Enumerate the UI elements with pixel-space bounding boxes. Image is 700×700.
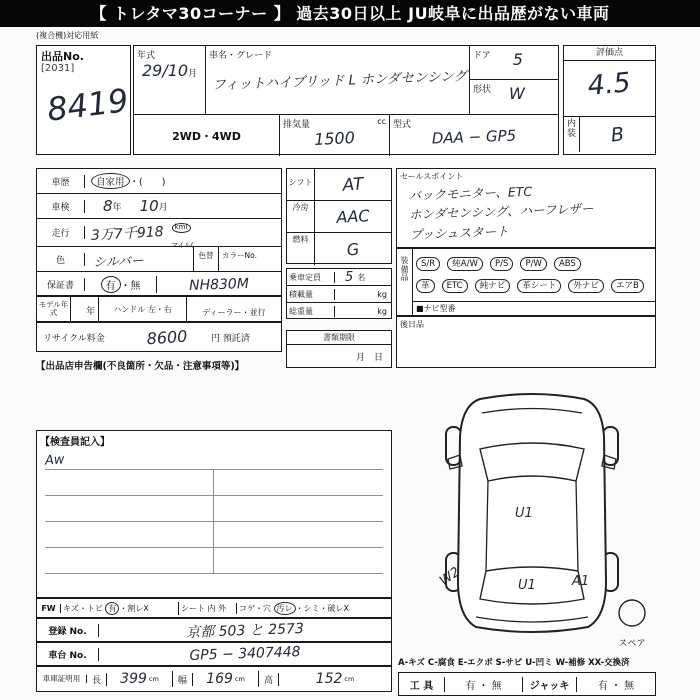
interior-cell [564,116,655,152]
equip-badge-sr: S/R [416,257,440,271]
car-name-value: フィットハイブリッド L ホンダセンシング [212,68,468,94]
fw-post: ・割レX [119,603,149,613]
handle-label: ハンドル 左・右 [99,297,187,321]
seat-io: 内 外 [207,603,227,613]
equipment-row-2 [413,273,655,295]
door-label: ドア [473,51,491,61]
shift-row [287,169,391,201]
inspector-line [45,521,383,522]
mileage-unit-mile: マイル( [171,240,194,249]
details-table [36,168,282,296]
inspector-line [45,547,383,548]
garage-width-value: 169 [206,671,233,687]
garage-height-label: 高 [259,673,279,686]
tools-row [398,672,656,696]
weight-label: 総重量 [287,306,335,317]
model-year-suffix: 年 [71,297,99,321]
shift-value: AT [341,173,365,196]
later-items-box [396,316,656,368]
car-diagram [402,385,664,653]
load-label: 積載量 [287,289,335,300]
color-value: シルバー [92,253,145,271]
sales-point-line-1: バックモニター、ETC [408,183,533,204]
color-change-label: 色替 [193,247,219,271]
sales-points-box [396,168,656,248]
recycle-label: リサイクル料金 [43,333,105,344]
docs-value: 月 日 [355,353,383,363]
warranty-number: NH830M [188,275,250,294]
shaken-label: 車検 [37,200,85,213]
history-label: 車歴 [37,175,85,188]
capacity-table [286,268,392,319]
spare-label: スペア [618,639,646,649]
displacement-unit: cc [377,117,386,126]
fw-circled: 有 [105,602,119,615]
garage-length-unit: cm [148,675,159,683]
equip-badge-nav: 純ナビ [475,279,511,293]
capacity-row [287,269,391,286]
model-code-cell [390,114,558,156]
inspector-line [45,469,383,470]
mileage-unit-km: km( [172,223,192,233]
tools-value: 有 ・ 無 [445,677,523,692]
year-month-suffix: 月 [188,69,198,79]
history-row [37,169,281,194]
inspector-line [45,573,383,574]
equip-badge-abs: ABS [554,257,581,271]
history-rest: ・( ) [129,177,166,188]
score-value: 4.5 [586,67,632,102]
interior-value: B [609,122,626,147]
displacement-label: 排気量 [283,120,311,130]
damage-legend: A-キズ C-腐食 E-エクボ S-サビ U-凹ミ W-補修 XX-交換済 [398,658,630,668]
capacity-value: 5 [345,269,354,285]
fuel-label: 燃料 [287,233,315,265]
model-code-value: DAA − GP5 [431,126,517,148]
car-top-view-svg [402,385,664,653]
color-row [37,247,281,272]
damage-mark-left: W2 [437,564,463,589]
equip-badge-ps: P/S [490,257,513,271]
equip-badge-leather: 革 [416,279,435,293]
chassis-label: 車台 No. [37,648,99,661]
warranty-rest: ・無 [120,281,141,292]
recycle-row [36,322,282,352]
equip-badge-leather-seat: 革シート [517,279,561,293]
inspector-line [45,495,383,496]
door-value: 5 [512,50,523,69]
ac-row [287,201,391,233]
fw-label: FW [37,604,61,613]
score-label: 評価点 [564,46,655,61]
garage-length-label: 長 [87,673,107,686]
door-cell [470,46,558,80]
dealer-label: ディーラー・並行 [202,308,266,317]
ac-label: 冷房 [287,201,315,232]
jack-value: 有 ・ 無 [597,680,635,692]
equip-badge-aw: 純A/W [447,257,483,271]
burn-circled: 汚レ [274,602,296,615]
docs-label: 書類期限 [287,331,391,345]
garage-label: 車庫証明用 [37,675,87,683]
later-items-label: 後日品 [400,320,424,329]
shaken-row [37,194,281,219]
nav-model-label: ■ナビ型番 [413,301,655,315]
chassis-value: GP5 − 3407448 [189,644,301,664]
header-banner: 【 トレタマ30コーナー 】 過去30日以上 JU岐阜に出品歴がない車両 [0,0,700,27]
capacity-label: 乗車定員 [287,272,335,283]
recycle-value: 8600 [146,326,188,348]
score-box [563,45,656,155]
spare-tire-circle [619,600,645,626]
sales-point-line-3: プッシュスタート [409,223,509,242]
garage-height-value: 152 [315,671,343,687]
history-circled-value: 自家用 [91,173,130,189]
capacity-unit: 名 [357,272,366,282]
registration-value: 京都 503 と 2573 [185,620,305,642]
lot-stamp: [2031] [41,63,75,74]
shaken-year-suffix: 年 [112,202,122,213]
year-label: 年式 [137,51,156,61]
damage-mark-right: A1 [572,574,590,589]
interior-label: 内装 [564,117,580,152]
inspector-divider [213,469,214,573]
shaken-year: 8 [103,197,113,215]
drive-cell [134,114,280,156]
displacement-value: 1500 [313,127,356,150]
shape-cell [470,80,558,114]
declaration-label: 【出品店申告欄(不良箇所・欠品・注意事項等)】 [36,361,245,372]
weight-row [287,303,391,320]
sales-points-label: セールスポイント [400,172,464,181]
fw-row [36,598,392,618]
chassis-row [36,642,392,666]
burn-post: ・シミ・破レX [295,603,350,613]
shaken-month: 10 [139,197,159,215]
damage-mark-rear: U1 [518,578,536,593]
paper-type-label: (複合機)対応用紙 [36,31,99,40]
equip-badge-pw: P/W [520,257,546,271]
drive-label: 2WD・4WD [172,129,241,143]
lot-number-value: 8419 [44,81,131,129]
sales-point-line-2: ホンダセンシング、ハーフレザー [408,201,594,223]
shape-value: W [509,84,525,103]
jack-label: ジャッキ [523,677,577,692]
shaken-month-suffix: 月 [158,202,168,213]
warranty-circled-value: 有 [101,276,121,293]
tools-label: 工 具 [399,677,445,692]
weight-unit: kg [377,307,387,316]
burn-pre: コゲ・穴 [239,603,271,613]
shift-table [286,168,392,264]
equipment-box [396,248,656,316]
load-row [287,286,391,303]
fuel-row [287,233,391,265]
lot-number-box [36,45,131,155]
equip-badge-ext-nav: 外ナビ [568,279,604,293]
mileage-row [37,219,281,247]
color-no-label: カラーNo. [222,250,257,260]
garage-height-unit: cm [344,675,355,683]
model-year-row [36,296,282,322]
warranty-label: 保証書 [37,278,85,291]
fw-pre: キズ・トビ [63,603,103,613]
recycle-suffix: 円 預託済 [211,333,250,344]
model-code-label: 型式 [393,120,412,130]
equip-badge-airbag: エアB [611,279,644,293]
displacement-cell [280,114,390,156]
inspector-box [36,430,392,598]
seat-label: シート [181,603,205,613]
garage-row [36,666,392,692]
inspector-label: 【検査員記入】 [40,437,110,448]
mileage-value: 3万7千918 [90,223,164,244]
car-name-label: 車名・グレード [209,51,273,61]
equipment-label: 装備品 [397,249,413,315]
year-value: 29/10 [142,61,189,80]
vehicle-table [133,45,559,155]
garage-length-value: 399 [120,671,147,687]
load-unit: kg [377,289,387,299]
year-cell [134,46,206,114]
ac-value: AAC [335,206,371,227]
garage-width-label: 幅 [173,673,193,686]
shape-label: 形状 [473,85,492,95]
color-label: 色 [37,253,85,266]
fuel-value: G [345,238,361,260]
garage-width-unit: cm [234,675,245,683]
equipment-row-1 [413,249,655,273]
inspector-note: Aw [44,452,66,469]
damage-mark-center: U1 [515,506,533,521]
mileage-label: 走行 [37,226,85,239]
model-year-label: モデル年式 [37,297,71,321]
equip-badge-etc: ETC [442,279,468,293]
shift-label: シフト [287,169,315,200]
warranty-row [37,272,281,297]
car-name-cell [206,46,470,114]
registration-row [36,618,392,642]
docs-box [286,330,392,368]
lot-number-label: 出品No. [41,50,84,63]
registration-label: 登録 No. [37,624,99,637]
